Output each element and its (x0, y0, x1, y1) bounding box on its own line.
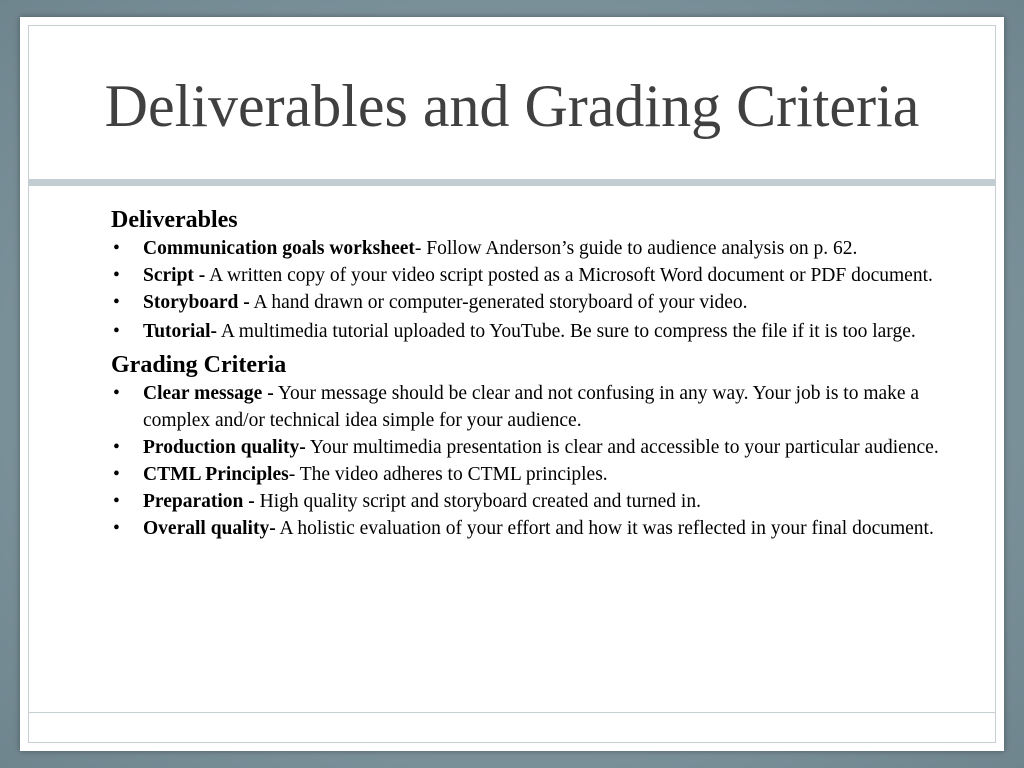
item-text: High quality script and storyboard created and turned in. (254, 491, 701, 512)
item-term: Preparation - (143, 491, 255, 512)
item-term: CTML Principles (143, 464, 289, 485)
item-text: A multimedia tutorial uploaded to YouTube. Be sure to compress the file if it is too large. (217, 321, 916, 342)
bullet-icon: • (113, 265, 120, 286)
item-text: Your multimedia presentation is clear and accessible to your particular audience. (305, 437, 939, 458)
item-text: - The video adheres to CTML principles. (288, 464, 608, 485)
slide-title: Deliverables and Grading Criteria (104, 73, 920, 139)
item-term: Script - (143, 265, 206, 286)
bullet-icon: • (113, 383, 120, 404)
list-item (111, 380, 971, 434)
bullet-icon: • (113, 238, 120, 259)
item-text: A hand drawn or computer-generated storyboard of your video. (249, 292, 748, 313)
item-text: A written copy of your video script posted as a Microsoft Word document or PDF document. (205, 265, 933, 286)
slide-content (111, 205, 971, 542)
item-text: - Follow Anderson’s guide to audience analysis on p. 62. (414, 238, 858, 259)
grading-list (111, 380, 971, 542)
bullet-icon: • (113, 464, 120, 485)
list-item (111, 262, 971, 289)
list-item (111, 316, 971, 348)
grading-heading: Grading Criteria (111, 352, 287, 378)
bullet-icon: • (113, 491, 120, 512)
deliverables-heading: Deliverables (111, 207, 238, 233)
item-term: Tutorial- (143, 321, 218, 342)
list-item (111, 488, 971, 515)
deliverables-list (111, 235, 971, 348)
item-text: Your message should be clear and not confusing in any way. Your job is to make a complex and/or technical idea simple for your audience. (143, 383, 920, 431)
list-item (111, 515, 971, 542)
item-text: A holistic evaluation of your effort and how it was reflected in your final document. (275, 518, 934, 539)
item-term: Production quality- (143, 437, 306, 458)
bullet-icon: • (113, 437, 120, 458)
item-term: Communication goals worksheet (143, 238, 415, 259)
title-divider (29, 179, 995, 186)
list-item (111, 235, 971, 262)
list-item (111, 434, 971, 461)
item-term: Clear message - (143, 383, 274, 404)
bullet-icon: • (113, 321, 120, 342)
list-item (111, 461, 971, 488)
footer-divider (29, 712, 995, 713)
list-item (111, 289, 971, 316)
item-term: Storyboard - (143, 292, 250, 313)
slide (20, 17, 1004, 751)
item-term: Overall quality- (143, 518, 276, 539)
bullet-icon: • (113, 518, 120, 539)
title-area (29, 26, 995, 186)
bullet-icon: • (113, 292, 120, 313)
